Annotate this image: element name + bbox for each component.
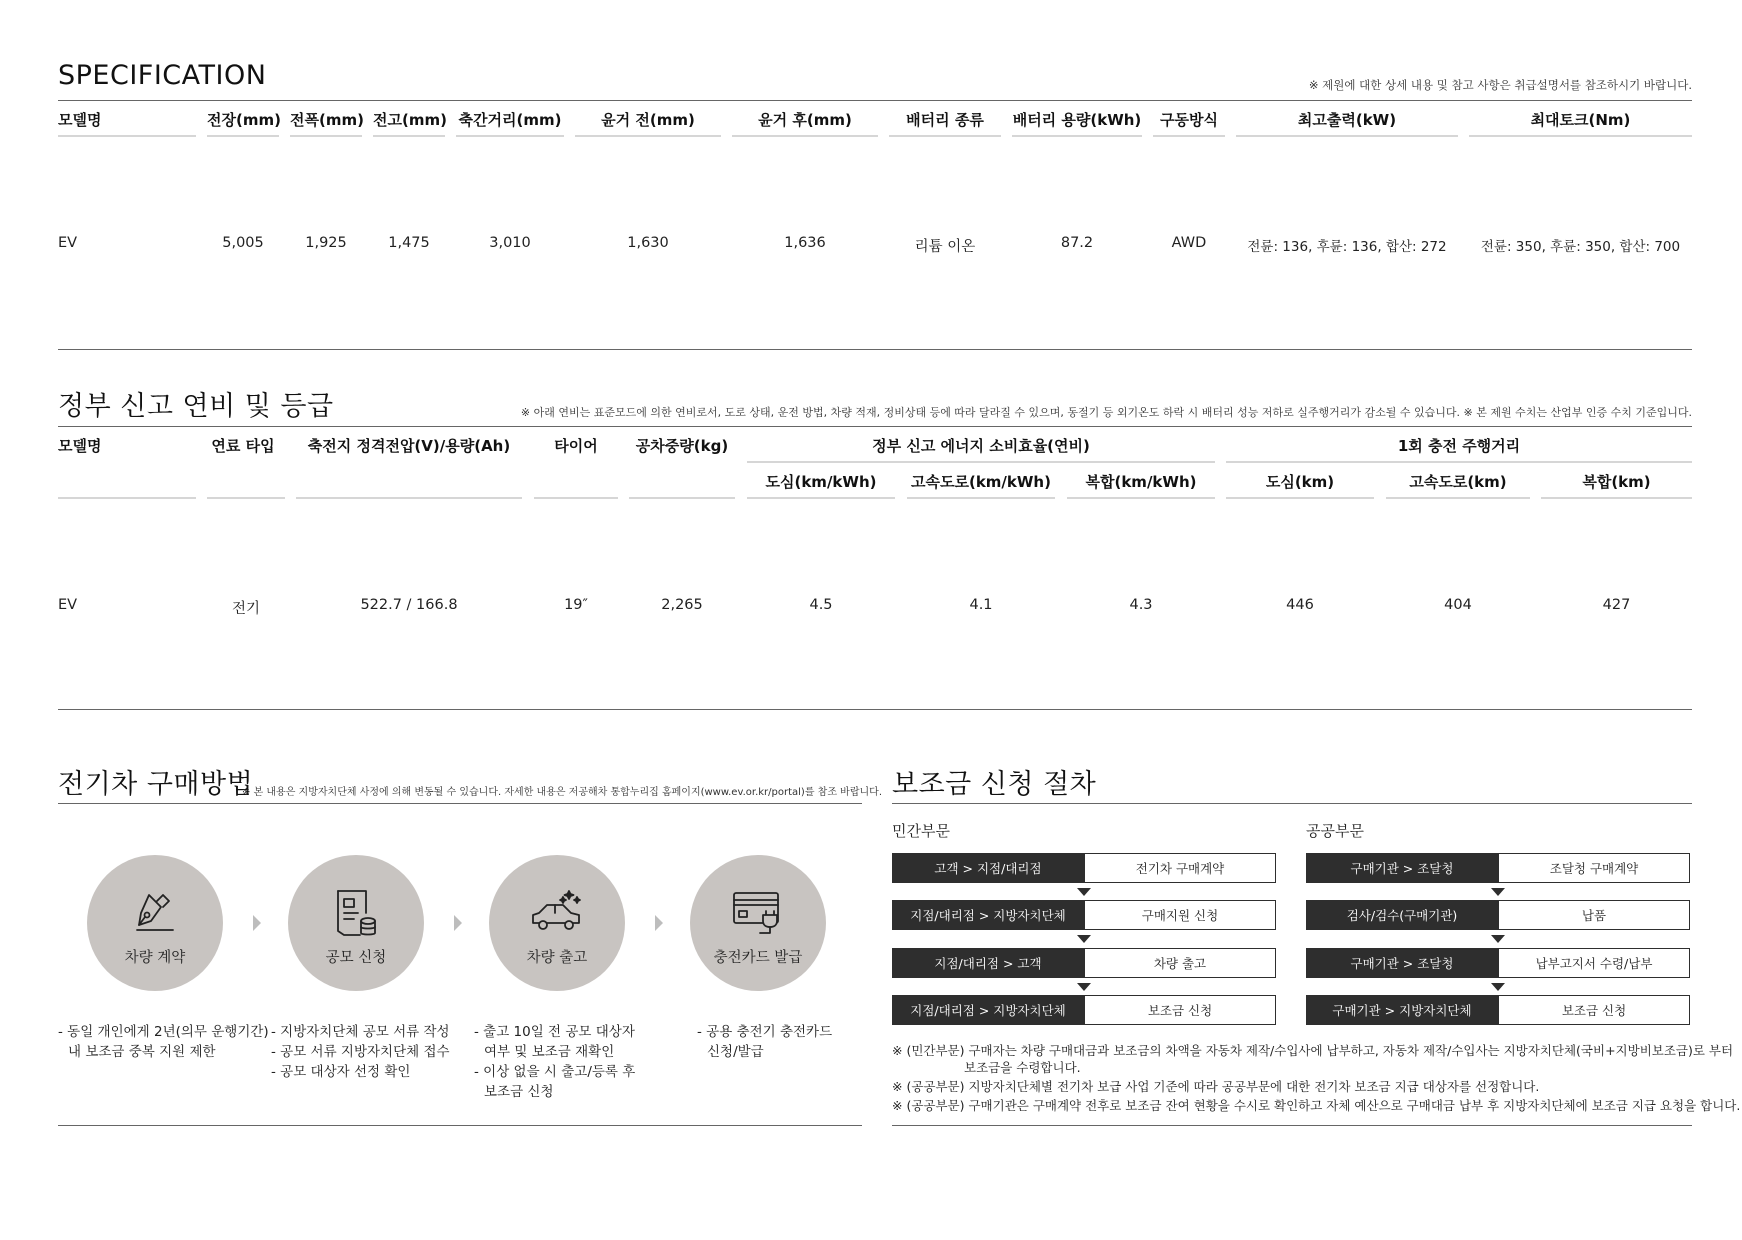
efficiency-subheader: 복합(km) <box>1582 473 1651 491</box>
bullet-line: - 지방자치단체 공모 서류 작성 <box>271 1024 450 1040</box>
efficiency-header: 타이어 <box>554 437 598 455</box>
efficiency-cell: 4.1 <box>969 597 993 613</box>
bullet-line: - 공모 대상자 선정 확인 <box>271 1064 411 1080</box>
efficiency-cell: 427 <box>1602 597 1631 613</box>
efficiency-group-underline <box>747 461 1215 463</box>
step-label: 충전카드 발급 <box>713 950 803 966</box>
public-step-actor: 구매기관 > 지방자치단체 <box>1306 995 1498 1025</box>
efficiency-header: 모델명 <box>58 437 102 455</box>
efficiency-header: 연료 타입 <box>211 437 275 455</box>
efficiency-cell: 19″ <box>564 597 588 613</box>
flow-down-arrow <box>1077 888 1091 896</box>
private-step-action: 구매지원 신청 <box>1084 900 1276 930</box>
efficiency-subheader: 복합(km/kWh) <box>1085 473 1197 491</box>
efficiency-title: 정부 신고 연비 및 등급 <box>58 391 334 422</box>
bullet-line: - 이상 없을 시 출고/등록 후 <box>474 1064 636 1080</box>
private-sector-label: 민간부문 <box>892 822 950 840</box>
efficiency-group-header: 1회 충전 주행거리 <box>1397 437 1521 455</box>
flow-down-arrow <box>1491 983 1505 991</box>
private-step-actor: 지점/대리점 > 지방자치단체 <box>892 900 1084 930</box>
subsidy-title: 보조금 신청 절차 <box>892 769 1097 800</box>
spec-top-rule <box>58 100 1692 101</box>
private-step-action: 전기차 구매계약 <box>1084 853 1276 883</box>
spec-note: ※ 제원에 대한 상세 내용 및 참고 사항은 취급설명서를 참조하시기 바랍니다. <box>1308 78 1692 92</box>
private-step-row <box>892 853 1276 883</box>
spec-header: 구동방식 <box>1160 111 1218 129</box>
purchase-title: 전기차 구매방법 <box>58 769 254 800</box>
step-label: 차량 계약 <box>124 950 186 966</box>
bullet-line: 여부 및 보조금 재확인 <box>484 1044 615 1060</box>
public-step-row <box>1306 948 1690 978</box>
step-label: 공모 신청 <box>325 950 387 966</box>
spec-cell: 87.2 <box>1060 235 1094 251</box>
efficiency-header: 공차중량(kg) <box>635 437 729 455</box>
efficiency-bottom-rule <box>58 709 1692 710</box>
step-bullets <box>58 1022 269 1062</box>
public-step-actor: 구매기관 > 조달청 <box>1306 853 1498 883</box>
flow-down-arrow <box>1491 935 1505 943</box>
efficiency-cell: 404 <box>1444 597 1472 613</box>
spec-cell: AWD <box>1171 235 1207 251</box>
spec-header: 배터리 종류 <box>906 111 984 129</box>
step-apply-public-offering <box>288 855 424 991</box>
private-step-row <box>892 900 1276 930</box>
purchase-top-rule <box>58 803 862 804</box>
efficiency-subheader: 고속도로(km) <box>1409 473 1507 491</box>
efficiency-cell: 4.3 <box>1129 597 1153 613</box>
subsidy-footnote: ※ (민간부문) 구매자는 차량 구매대금과 보조금의 차액을 자동차 제작/수입사에 납부하고, 자동차 제작/수입사는 지방자치단체(국비+지방비보조금)로 부터 <box>892 1043 1734 1058</box>
spec-cell: 1,925 <box>305 235 347 251</box>
private-step-action: 보조금 신청 <box>1084 995 1276 1025</box>
spec-title: SPECIFICATION <box>58 60 267 91</box>
bullet-line: - 출고 10일 전 공모 대상자 <box>474 1024 635 1040</box>
private-step-actor: 지점/대리점 > 고객 <box>892 948 1084 978</box>
spec-cell: 전륜: 350, 후륜: 350, 합산: 700 <box>1480 239 1681 255</box>
public-sector-label: 공공부문 <box>1306 822 1364 840</box>
public-step-action: 보조금 신청 <box>1498 995 1690 1025</box>
private-step-actor: 지점/대리점 > 지방자치단체 <box>892 995 1084 1025</box>
spec-cell: 1,636 <box>784 235 826 251</box>
efficiency-group-header: 정부 신고 에너지 소비효율(연비) <box>872 437 1090 455</box>
subsidy-footnote: ※ (공공부문) 구매기관은 구매계약 전후로 보조금 잔여 현황을 수시로 확인하고 자체 예산으로 구매대금 납부 후 지방자치단체에 보조금 지급 요청을 합니다. <box>892 1098 1741 1113</box>
step-bullets <box>271 1022 450 1082</box>
step-arrow <box>454 915 462 931</box>
efficiency-cell: 2,265 <box>661 597 703 613</box>
bullet-line: - 공용 충전기 충전카드 <box>697 1024 833 1040</box>
efficiency-cell: EV <box>58 597 78 613</box>
car-release-icon <box>529 885 585 941</box>
step-bullets <box>474 1022 635 1102</box>
private-step-action: 차량 출고 <box>1084 948 1276 978</box>
subsidy-bottom-rule <box>892 1125 1692 1126</box>
flow-down-arrow <box>1491 888 1505 896</box>
flow-down-arrow <box>1077 983 1091 991</box>
efficiency-cell: 522.7 / 166.8 <box>360 597 458 613</box>
pen-sign-icon <box>127 885 183 941</box>
efficiency-header: 축전지 정격전압(V)/용량(Ah) <box>307 437 511 455</box>
step-bullets <box>697 1022 832 1062</box>
public-step-actor: 구매기관 > 조달청 <box>1306 948 1498 978</box>
spec-cell: 전륜: 136, 후륜: 136, 합산: 272 <box>1247 239 1447 255</box>
flow-down-arrow <box>1077 935 1091 943</box>
efficiency-subheader: 도심(km/kWh) <box>765 473 877 491</box>
step-vehicle-release <box>489 855 625 991</box>
public-step-row <box>1306 853 1690 883</box>
efficiency-subheader: 고속도로(km/kWh) <box>911 473 1051 491</box>
purchase-bottom-rule <box>58 1125 862 1126</box>
spec-cell: 리튬 이온 <box>914 239 976 255</box>
step-arrow <box>253 915 261 931</box>
spec-header: 전장(mm) <box>207 111 281 129</box>
private-step-row <box>892 995 1276 1025</box>
purchase-note: ※ 본 내용은 지방자치단체 사정에 의해 변동될 수 있습니다. 자세한 내용은 저공해차 통합누리집 홈페이지(www.ev.or.kr/portal)를 참조 바랍니다. <box>242 787 882 798</box>
spec-cell: 5,005 <box>222 235 264 251</box>
public-step-row <box>1306 900 1690 930</box>
charge-card-icon <box>730 885 786 941</box>
spec-cell: 3,010 <box>489 235 531 251</box>
spec-header: 전폭(mm) <box>290 111 364 129</box>
spec-cell: EV <box>58 235 78 251</box>
subsidy-footnote: 보조금을 수령합니다. <box>964 1060 1081 1075</box>
bullet-line: - 공모 서류 지방자치단체 접수 <box>271 1044 450 1060</box>
spec-header: 모델명 <box>58 111 102 129</box>
bullet-line: - 동일 개인에게 2년(의무 운행기간) <box>58 1024 269 1040</box>
private-step-actor: 고객 > 지점/대리점 <box>892 853 1084 883</box>
subsidy-footnote: ※ (공공부문) 지방자치단체별 전기차 보급 사업 기준에 따라 공공부문에 대한 전기차 보조금 지급 대상자를 선정합니다. <box>892 1079 1540 1094</box>
step-vehicle-contract <box>87 855 223 991</box>
public-step-action: 조달청 구매계약 <box>1498 853 1690 883</box>
efficiency-cell: 전기 <box>231 601 260 617</box>
public-step-actor: 검사/검수(구매기관) <box>1306 900 1498 930</box>
step-arrow <box>655 915 663 931</box>
public-step-action: 납부고지서 수령/납부 <box>1498 948 1690 978</box>
efficiency-note: ※ 아래 연비는 표준모드에 의한 연비로서, 도로 상태, 운전 방법, 차량 적재, 정비상태 등에 따라 달라질 수 있으며, 동절기 등 외기온도 하락 시 배터리 성능 저하로 실주행거리가 감소될 수 있습니다. ※ 본 제원 수치는 산업부 인증 수치 기준입니다. <box>520 406 1692 419</box>
public-step-row <box>1306 995 1690 1025</box>
spec-header: 배터리 용량(kWh) <box>1012 111 1142 129</box>
subsidy-top-rule <box>892 803 1692 804</box>
spec-header: 최대토크(Nm) <box>1530 111 1631 129</box>
bullet-line: 보조금 신청 <box>484 1084 554 1100</box>
efficiency-top-rule <box>58 426 1692 427</box>
spec-cell: 1,630 <box>627 235 669 251</box>
spec-header: 전고(mm) <box>373 111 447 129</box>
efficiency-group-underline <box>1226 461 1692 463</box>
spec-cell: 1,475 <box>388 235 430 251</box>
private-step-row <box>892 948 1276 978</box>
bullet-line: 내 보조금 중복 지원 제한 <box>68 1044 216 1060</box>
spec-header: 윤거 후(mm) <box>758 111 852 129</box>
spec-header: 최고출력(kW) <box>1297 111 1397 129</box>
spec-bottom-rule <box>58 349 1692 350</box>
bullet-line: 신청/발급 <box>707 1044 764 1060</box>
step-charge-card-issue <box>690 855 826 991</box>
public-step-action: 납품 <box>1498 900 1690 930</box>
efficiency-cell: 4.5 <box>809 597 833 613</box>
spec-header: 윤거 전(mm) <box>601 111 695 129</box>
spec-header: 축간거리(mm) <box>458 111 562 129</box>
document-apply-icon <box>328 885 384 941</box>
efficiency-subheader: 도심(km) <box>1265 473 1335 491</box>
step-label: 차량 출고 <box>526 950 588 966</box>
efficiency-cell: 446 <box>1286 597 1314 613</box>
